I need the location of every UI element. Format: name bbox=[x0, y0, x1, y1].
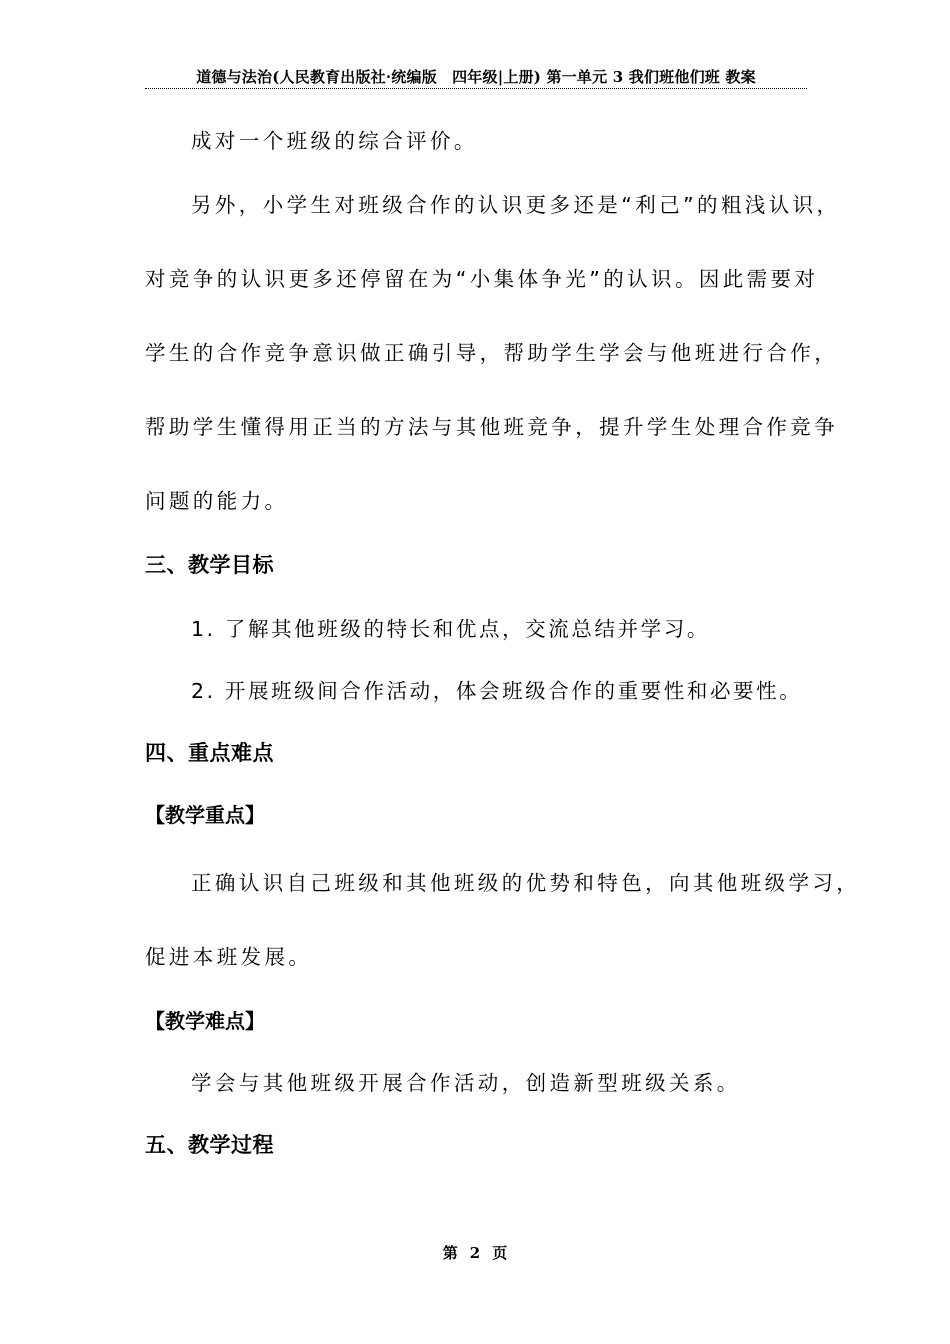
paragraph-line: 帮助学生懂得用正当的方法与其他班竞争，提升学生处理合作竞争 bbox=[145, 415, 839, 439]
subheading-difficulty: 【教学难点】 bbox=[145, 1009, 265, 1033]
goal-item: 2. 开展班级间合作活动，体会班级合作的重要性和必要性。 bbox=[191, 679, 803, 703]
page-header: 道德与法治(人民教育出版社·统编版 四年级|上册) 第一单元 3 我们班他们班 教案 bbox=[145, 66, 807, 89]
paragraph-line: 另外，小学生对班级合作的认识更多还是“利己”的粗浅认识， bbox=[191, 193, 841, 217]
paragraph-line: 学生的合作竞争意识做正确引导，帮助学生学会与他班进行合作， bbox=[145, 341, 839, 365]
section-heading-objectives: 三、教学目标 bbox=[145, 553, 274, 577]
goal-item: 1. 了解其他班级的特长和优点，交流总结并学习。 bbox=[191, 617, 710, 641]
paragraph-line: 学会与其他班级开展合作活动，创造新型班级关系。 bbox=[191, 1071, 741, 1095]
paragraph-line: 问题的能力。 bbox=[145, 489, 289, 513]
paragraph-line: 成对一个班级的综合评价。 bbox=[191, 129, 478, 153]
paragraph-line: 正确认识自己班级和其他班级的优势和特色，向其他班级学习， bbox=[191, 871, 861, 895]
section-heading-process: 五、教学过程 bbox=[145, 1133, 274, 1157]
section-heading-key-difficulties: 四、重点难点 bbox=[145, 741, 274, 765]
paragraph-line: 促进本班发展。 bbox=[145, 945, 313, 969]
footer-suffix: 页 bbox=[492, 1244, 508, 1262]
page-number: 2 bbox=[469, 1244, 481, 1262]
subheading-key-point: 【教学重点】 bbox=[145, 803, 265, 827]
paragraph-line: 对竞争的认识更多还停留在为“小集体争光”的认识。因此需要对 bbox=[145, 267, 819, 291]
footer-prefix: 第 bbox=[442, 1244, 458, 1262]
page-footer bbox=[0, 1242, 950, 1264]
